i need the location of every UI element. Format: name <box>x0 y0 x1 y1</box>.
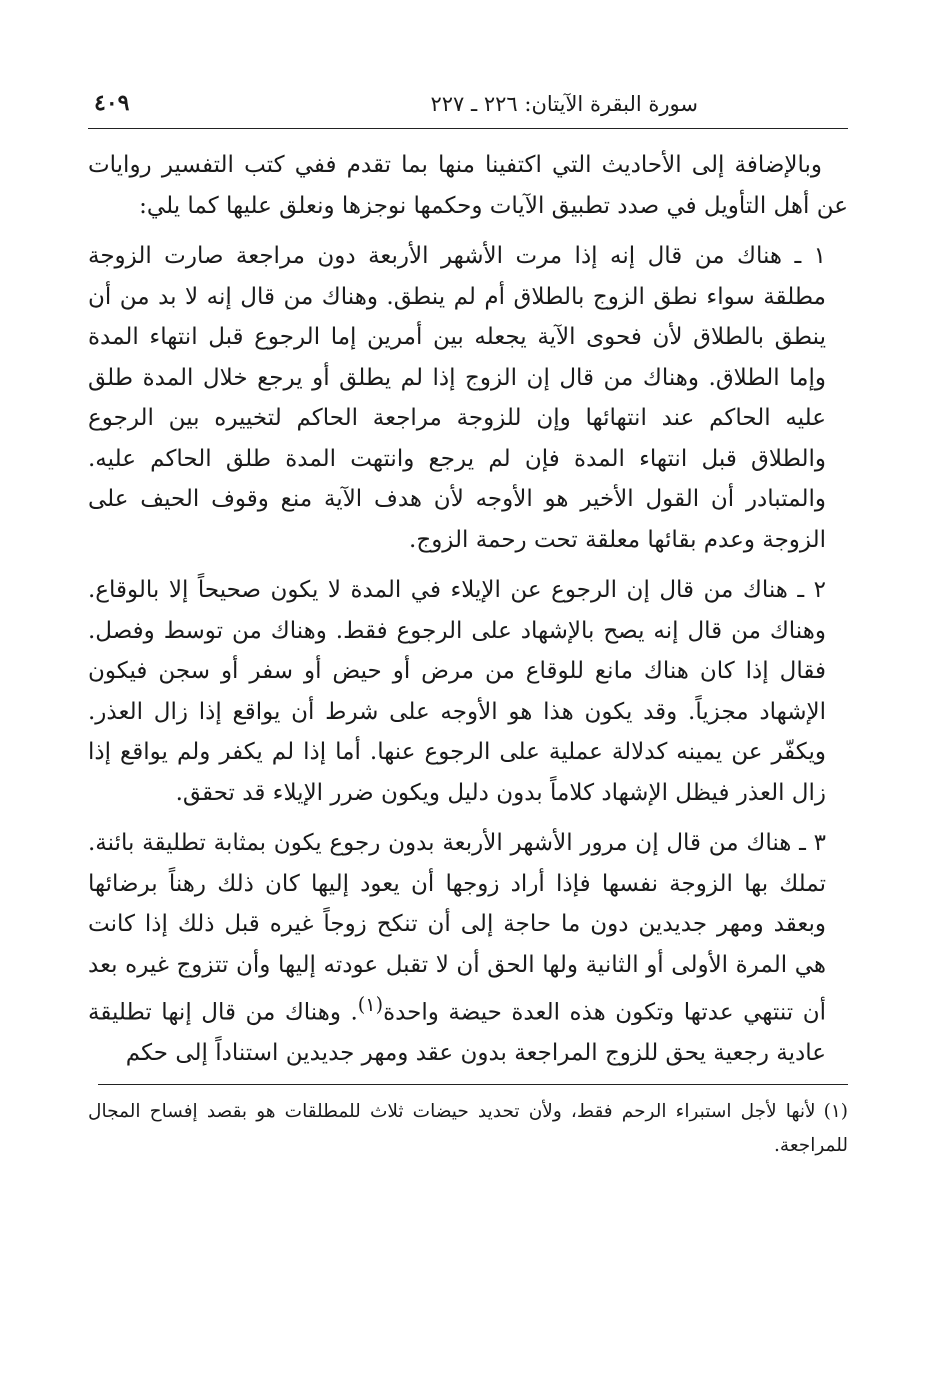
page-number: ٤٠٩ <box>94 90 130 116</box>
intro-paragraph: وبالإضافة إلى الأحاديث التي اكتفينا منها بما تقدم ففي كتب التفسير روايات عن أهل التأويل في صدد تطبيق الآيات وحكمها نوجزها ونعلق عليها كما يلي: <box>88 152 848 219</box>
footnote-marker: (١) <box>823 1100 848 1122</box>
item-3-text-end: . وهناك من قال إنها تطليقة عادية رجعية يحق للزوج المراجعة بدون عقد ومهر جديدين استناداً إلى حكم <box>88 999 826 1067</box>
running-title: سورة البقرة الآيتان: ٢٢٦ ـ ٢٢٧ <box>430 92 698 116</box>
item-3-text-start: ٣ ـ هناك من قال إن مرور الأشهر الأربعة بدون رجوع يكون بمثابة تطليقة بائنة. تملك بها الزوجة نفسها فإذا أراد زوجها أن يعود إليها كان ذلك رهناً برضائها وبعقد ومهر جديدين دون ما حاجة إلى أن تنكح زوجاً غيره قبل ذلك إذا كانت هي المرة الأولى أو الثانية ولها الحق أن لا تقبل عودته إليها وأن تتزوج غيره بعد أن تنتهي عدتها وتكون هذه العدة حيضة واحدة <box>88 830 826 1026</box>
book-page <box>88 88 848 1163</box>
item-2-paragraph: ٢ ـ هناك من قال إن الرجوع عن الإيلاء في المدة لا يكون صحيحاً إلا بالوقاع. وهناك من قال إنه يصح بالإشهاد على الرجوع فقط. وهناك من توسط وفصل. فقال إذا كان هناك مانع للوقاع من مرض أو حيض أو سفر أو سجن فيكون الإشهاد مجزياً. وقد يكون هذا هو الأوجه على شرط أن يواقع إذا زال العذر. ويكفّر عن يمينه كدلالة عملية على الرجوع عنها. أما إذا لم يكفر ولم يواقع إذا زال العذر فيظل الإشهاد كلاماً بدون دليل ويكون ضرر الإيلاء قد تحقق. <box>88 577 826 806</box>
footnote <box>88 1095 848 1163</box>
item-1-paragraph: ١ ـ هناك من قال إنه إذا مرت الأشهر الأربعة دون مراجعة صارت الزوجة مطلقة سواء نطق الزوج بالطلاق أم لم ينطق. وهناك من قال إنه لا بد من أن ينطق بالطلاق لأن فحوى الآية يجعله بين أمرين إما الرجوع قبل انتهاء المدة وإما الطلاق. وهناك من قال إن الزوج إذا لم يطلق أو يرجع خلال المدة طلق عليه الحاكم عند انتهائها وإن للزوجة مراجعة الحاكم لتخييره بين الرجوع والطلاق قبل انتهاء المدة فإن لم يرجع وانتهت المدة طلق الحاكم عليه. والمتبادر أن القول الأخير هو الأوجه لأن هدف الآية منع وقوف الحيف على الزوجة وعدم بقائها معلقة تحت رحمة الزوج. <box>88 243 826 553</box>
main-text <box>88 145 848 1074</box>
footnote-text: لأنها لأجل استبراء الرحم فقط، ولأن تحديد حيضات ثلاث للمطلقات هو بقصد إفساح المجال للمراجعة. <box>88 1100 848 1156</box>
footnote-divider <box>98 1084 848 1085</box>
running-header <box>88 88 848 129</box>
footnote-reference[interactable]: (١) <box>357 993 384 1016</box>
item-3-paragraph <box>88 823 848 1074</box>
